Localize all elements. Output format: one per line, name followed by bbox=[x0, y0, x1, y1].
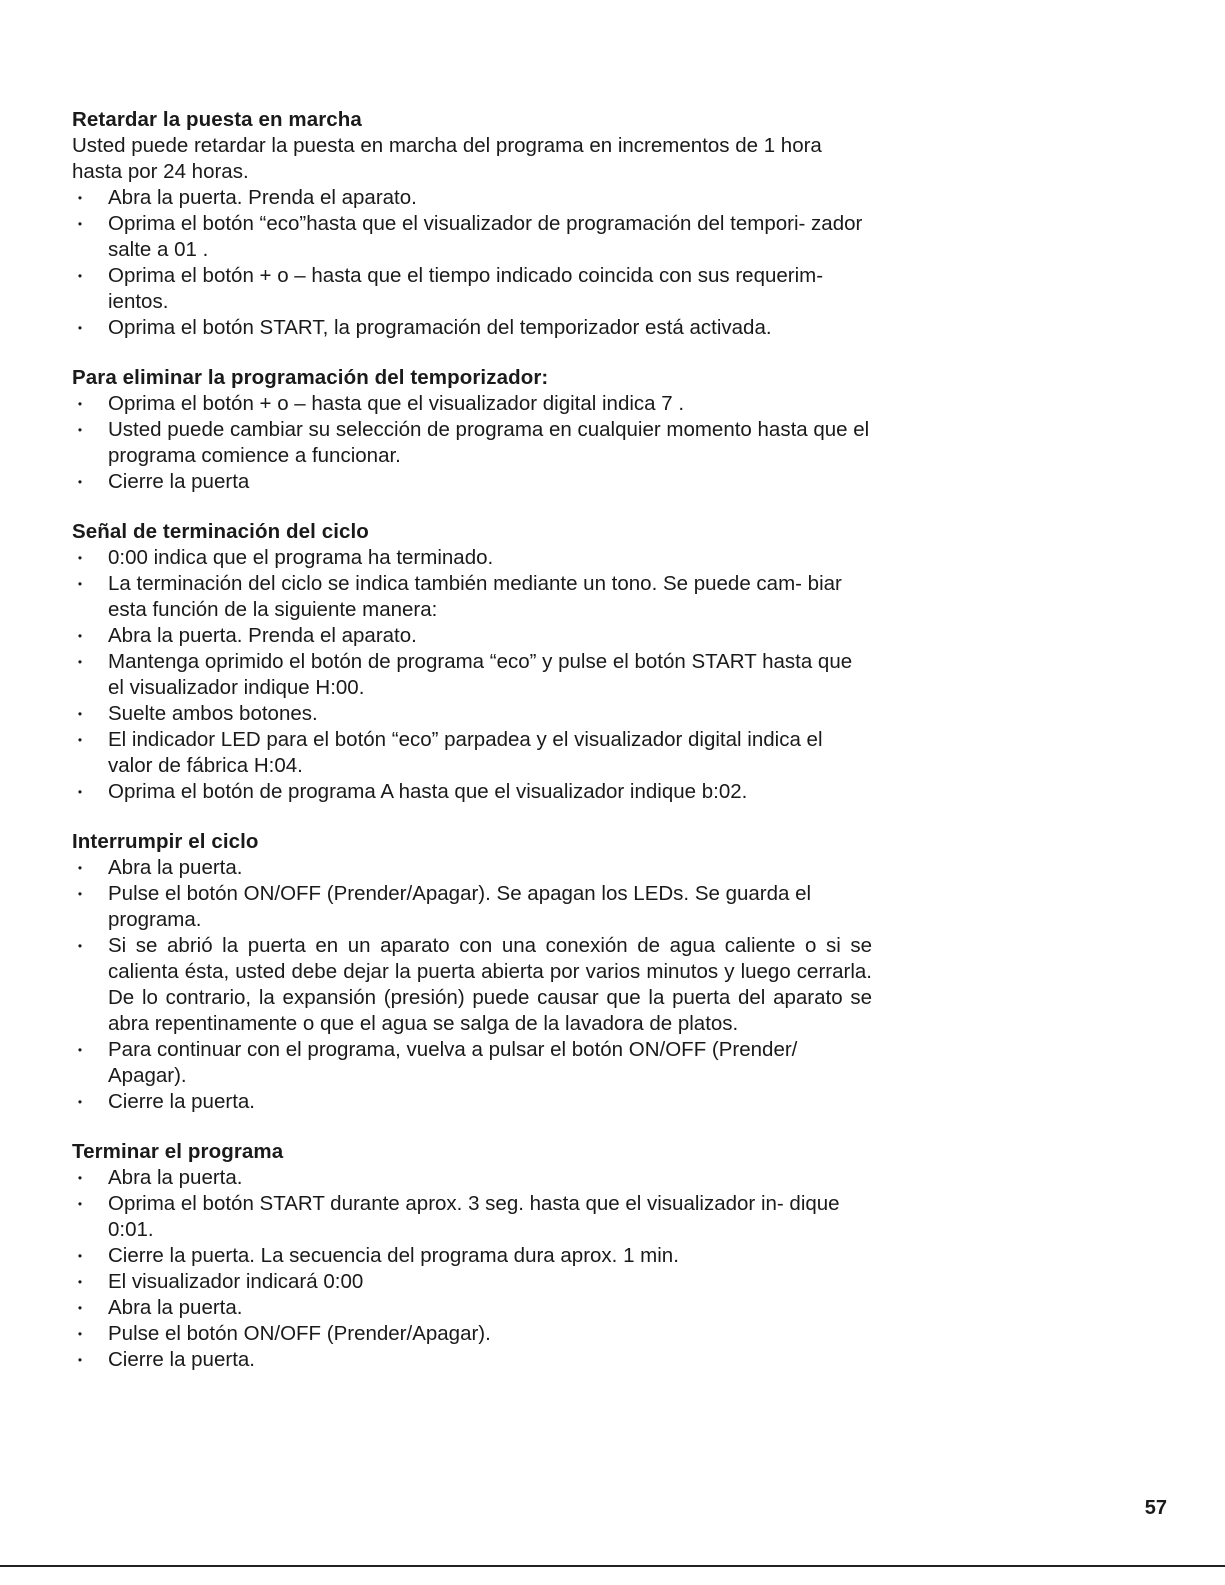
bullet-icon: • bbox=[77, 655, 83, 669]
list-item bbox=[72, 185, 872, 211]
list-item-text: Abra la puerta. bbox=[108, 1296, 243, 1319]
list-item bbox=[72, 545, 872, 571]
list-item-text: Cierre la puerta. La secuencia del programa dura aprox. 1 min. bbox=[108, 1244, 679, 1267]
bullet-icon: • bbox=[77, 1095, 83, 1109]
list-item-text: El visualizador indicará 0:00 bbox=[108, 1270, 364, 1293]
section-interrumpir bbox=[72, 829, 872, 1115]
list-item bbox=[72, 1191, 872, 1243]
list-item bbox=[72, 571, 872, 623]
list-item-text: Cierre la puerta. bbox=[108, 1348, 255, 1371]
bullet-list bbox=[72, 855, 872, 1115]
list-item bbox=[72, 263, 872, 315]
section-heading: Señal de terminación del ciclo bbox=[72, 520, 369, 543]
list-item-text: Pulse el botón ON/OFF (Prender/Apagar). Se apagan los LEDs. Se guarda el programa. bbox=[108, 882, 812, 931]
list-item-text: Abra la puerta. Prenda el aparato. bbox=[108, 186, 417, 209]
bullet-icon: • bbox=[77, 191, 83, 205]
bullet-icon: • bbox=[77, 1275, 83, 1289]
list-item-text: Abra la puerta. bbox=[108, 856, 243, 879]
bullet-icon: • bbox=[77, 551, 83, 565]
bullet-icon: • bbox=[77, 629, 83, 643]
list-item-text: Usted puede cambiar su selección de programa en cualquier momento hasta que el programa comience a funcionar. bbox=[108, 418, 870, 467]
section-heading: Interrumpir el ciclo bbox=[72, 830, 259, 853]
list-item bbox=[72, 1321, 872, 1347]
list-item-text: Oprima el botón + o – hasta que el visualizador digital indica 7 . bbox=[108, 392, 685, 415]
bullet-icon: • bbox=[77, 1171, 83, 1185]
bullet-icon: • bbox=[77, 861, 83, 875]
list-item bbox=[72, 649, 872, 701]
bullet-icon: • bbox=[77, 321, 83, 335]
list-item-text: Oprima el botón START durante aprox. 3 seg. hasta que el visualizador in- dique 0:01. bbox=[108, 1192, 840, 1241]
section-eliminar bbox=[72, 365, 872, 495]
bullet-icon: • bbox=[77, 939, 83, 953]
list-item-text: El indicador LED para el botón “eco” parpadea y el visualizador digital indica el valor de fábrica H:04. bbox=[108, 728, 823, 777]
section-heading: Para eliminar la programación del temporizador: bbox=[72, 366, 549, 389]
list-item-text: Mantenga oprimido el botón de programa “eco” y pulse el botón START hasta que el visualizador indique H:00. bbox=[108, 650, 853, 699]
list-item bbox=[72, 855, 872, 881]
list-item bbox=[72, 469, 872, 495]
list-item bbox=[72, 1089, 872, 1115]
bullet-icon: • bbox=[77, 733, 83, 747]
page-content bbox=[72, 107, 872, 1397]
bullet-icon: • bbox=[77, 887, 83, 901]
list-item-text: Cierre la puerta bbox=[108, 470, 250, 493]
list-item-text: La terminación del ciclo se indica también mediante un tono. Se puede cam- biar esta función de la siguiente manera: bbox=[108, 572, 842, 621]
bottom-divider bbox=[0, 1565, 1225, 1567]
list-item-text: Para continuar con el programa, vuelva a pulsar el botón ON/OFF (Prender/ Apagar). bbox=[108, 1038, 798, 1087]
bullet-icon: • bbox=[77, 397, 83, 411]
list-item-text: 0:00 indica que el programa ha terminado. bbox=[108, 546, 494, 569]
bullet-icon: • bbox=[77, 423, 83, 437]
list-item-text: Cierre la puerta. bbox=[108, 1090, 255, 1113]
bullet-icon: • bbox=[77, 707, 83, 721]
list-item bbox=[72, 701, 872, 727]
list-item-text: Oprima el botón de programa A hasta que el visualizador indique b:02. bbox=[108, 780, 748, 803]
list-item-text: Abra la puerta. Prenda el aparato. bbox=[108, 624, 417, 647]
list-item bbox=[72, 1347, 872, 1373]
bullet-icon: • bbox=[77, 475, 83, 489]
list-item bbox=[72, 727, 872, 779]
list-item-text: Suelte ambos botones. bbox=[108, 702, 318, 725]
bullet-icon: • bbox=[77, 577, 83, 591]
bullet-icon: • bbox=[77, 1301, 83, 1315]
list-item bbox=[72, 623, 872, 649]
list-item-text: Oprima el botón START, la programación del temporizador está activada. bbox=[108, 316, 772, 339]
bullet-icon: • bbox=[77, 1353, 83, 1367]
bullet-icon: • bbox=[77, 1327, 83, 1341]
list-item bbox=[72, 881, 872, 933]
bullet-icon: • bbox=[77, 1249, 83, 1263]
bullet-icon: • bbox=[77, 1197, 83, 1211]
bullet-list bbox=[72, 185, 872, 341]
section-heading: Terminar el programa bbox=[72, 1140, 284, 1163]
section-intro: Usted puede retardar la puesta en marcha del programa en incrementos de 1 hora hasta por 24 horas. bbox=[72, 134, 822, 183]
section-senal bbox=[72, 519, 872, 805]
list-item-text: Si se abrió la puerta en un aparato con una conexión de agua caliente o si se calienta ésta, usted debe dejar la puerta abierta por varios minutos y luego cerrarla. De lo contrario, la expansión (presión) puede causar que la puerta del aparato se abra repentinamente o que el agua se salga de la lavadora de platos. bbox=[108, 934, 872, 1035]
list-item bbox=[72, 779, 872, 805]
list-item-text: Oprima el botón “eco”hasta que el visualizador de programación del tempori- zador salte a 01 . bbox=[108, 212, 863, 261]
list-item bbox=[72, 391, 872, 417]
list-item bbox=[72, 1037, 872, 1089]
bullet-list bbox=[72, 391, 872, 495]
bullet-list bbox=[72, 545, 872, 805]
list-item bbox=[72, 211, 872, 263]
list-item bbox=[72, 1165, 872, 1191]
list-item bbox=[72, 315, 872, 341]
page-number: 57 bbox=[1144, 1497, 1167, 1519]
bullet-icon: • bbox=[77, 269, 83, 283]
bullet-icon: • bbox=[77, 785, 83, 799]
bullet-icon: • bbox=[77, 217, 83, 231]
list-item bbox=[72, 1269, 872, 1295]
section-terminar bbox=[72, 1139, 872, 1373]
list-item bbox=[72, 933, 872, 1037]
list-item-text: Oprima el botón + o – hasta que el tiempo indicado coincida con sus requerim- ientos. bbox=[108, 264, 824, 313]
section-retardar bbox=[72, 107, 872, 341]
list-item-text: Pulse el botón ON/OFF (Prender/Apagar). bbox=[108, 1322, 491, 1345]
list-item bbox=[72, 1295, 872, 1321]
list-item bbox=[72, 1243, 872, 1269]
section-heading: Retardar la puesta en marcha bbox=[72, 108, 362, 131]
list-item-text: Abra la puerta. bbox=[108, 1166, 243, 1189]
list-item bbox=[72, 417, 872, 469]
bullet-icon: • bbox=[77, 1043, 83, 1057]
bullet-list bbox=[72, 1165, 872, 1373]
